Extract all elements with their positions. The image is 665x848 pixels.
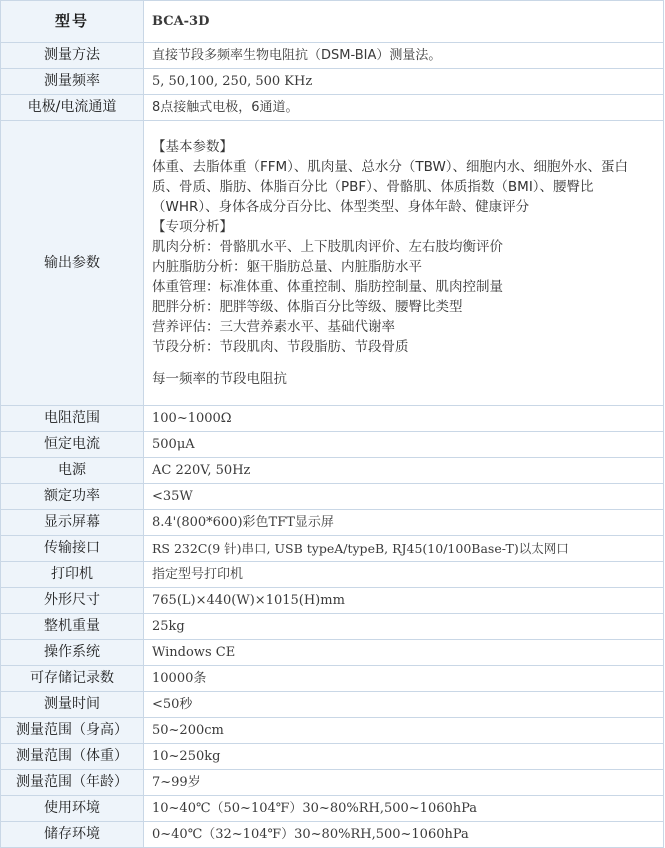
spec-value: 直接节段多频率生物电阻抗（DSM-BIA）测量法。 [144,43,664,69]
spec-value: 8点接触式电极，6通道。 [144,95,664,121]
spec-value: 8.4'(800*600)彩色TFT显示屏 [144,510,664,536]
output-line: 【专项分析】 [152,219,233,235]
spec-row-display [1,510,664,536]
output-line: 肌肉分析：骨骼肌水平、上下肢肌肉评价、左右肢均衡评价 [152,239,503,255]
spec-label: 电阻范围 [1,406,144,432]
spec-row-age-range [1,770,664,796]
spec-label: 测量方法 [1,43,144,69]
spec-label: 测量时间 [1,692,144,718]
output-line: 内脏脂肪分析：躯干脂肪总量、内脏脂肪水平 [152,259,422,275]
spec-label: 恒定电流 [1,432,144,458]
spec-value: 指定型号打印机 [144,562,664,588]
spec-row-os [1,640,664,666]
spec-header-row [1,1,664,43]
spec-row-electrodes [1,95,664,121]
output-line: 体重管理：标准体重、体重控制、脂肪控制量、肌肉控制量 [152,279,503,295]
spec-value: 0~40℃（32~104℉）30~80%RH,500~1060hPa [144,822,664,848]
spec-label: 操作系统 [1,640,144,666]
spec-value: 50~200cm [144,718,664,744]
spec-label: 电源 [1,458,144,484]
spec-label: 打印机 [1,562,144,588]
spec-row-power [1,458,664,484]
model-label: 型号 [1,1,144,43]
spec-label: 测量频率 [1,69,144,95]
spec-value: Windows CE [144,640,664,666]
spec-value: 10000条 [144,666,664,692]
spec-row-time [1,692,664,718]
spec-value: 7~99岁 [144,770,664,796]
spec-value: 10~250kg [144,744,664,770]
spec-value: 765(L)×440(W)×1015(H)mm [144,588,664,614]
spec-label: 额定功率 [1,484,144,510]
spec-row-method [1,43,664,69]
spec-label: 测量范围（身高） [1,718,144,744]
spec-label: 传输接口 [1,536,144,562]
spec-value: 100~1000Ω [144,406,664,432]
spec-row-weight [1,614,664,640]
output-label: 输出参数 [1,121,144,406]
spec-value: 500μA [144,432,664,458]
spec-row-storage-env [1,822,664,848]
spec-value: 5, 50,100, 250, 500 KHz [144,69,664,95]
spec-value: AC 220V, 50Hz [144,458,664,484]
spacer [152,357,655,369]
spec-value: <35W [144,484,664,510]
output-line: 体重、去脂体重（FFM）、肌肉量、总水分（TBW）、细胞内水、细胞外水、蛋白质、骨质、脂肪、体脂百分比（PBF）、骨骼肌、体质指数（BMI）、腰臀比（WHR）、身体各成分百分比、体型类型、身体年龄、健康评分 [152,159,629,215]
spec-value: RS 232C(9 针)串口, USB typeA/typeB, RJ45(10/100Base-T)以太网口 [144,536,664,562]
output-parameters [152,133,655,393]
spec-label: 使用环境 [1,796,144,822]
spec-label: 整机重量 [1,614,144,640]
output-line: 【基本参数】 [152,139,233,155]
spec-row-dimensions [1,588,664,614]
spec-value: 25kg [144,614,664,640]
spec-label: 储存环境 [1,822,144,848]
spec-label: 可存储记录数 [1,666,144,692]
spec-value: <50秒 [144,692,664,718]
output-note: 每一频率的节段电阻抗 [152,371,287,387]
output-line: 营养评估：三大营养素水平、基础代谢率 [152,319,395,335]
output-line: 节段分析：节段肌肉、节段脂肪、节段骨质 [152,339,409,355]
spec-label: 显示屏幕 [1,510,144,536]
spec-row-height-range [1,718,664,744]
spec-value: 10~40℃（50~104℉）30~80%RH,500~1060hPa [144,796,664,822]
spec-row-operating-env [1,796,664,822]
spec-row-resistance [1,406,664,432]
spec-row-current [1,432,664,458]
spec-row-frequency [1,69,664,95]
output-value [144,121,664,406]
spec-row-records [1,666,664,692]
spec-label: 测量范围（年龄） [1,770,144,796]
output-line: 肥胖分析：肥胖等级、体脂百分比等级、腰臀比类型 [152,299,463,315]
spec-label: 测量范围（体重） [1,744,144,770]
spec-row-rated-power [1,484,664,510]
spec-row-weight-range [1,744,664,770]
spec-label: 电极/电流通道 [1,95,144,121]
spec-label: 外形尺寸 [1,588,144,614]
spec-row-printer [1,562,664,588]
spec-row-output [1,121,664,406]
spec-row-interface [1,536,664,562]
model-value: BCA-3D [144,1,664,43]
